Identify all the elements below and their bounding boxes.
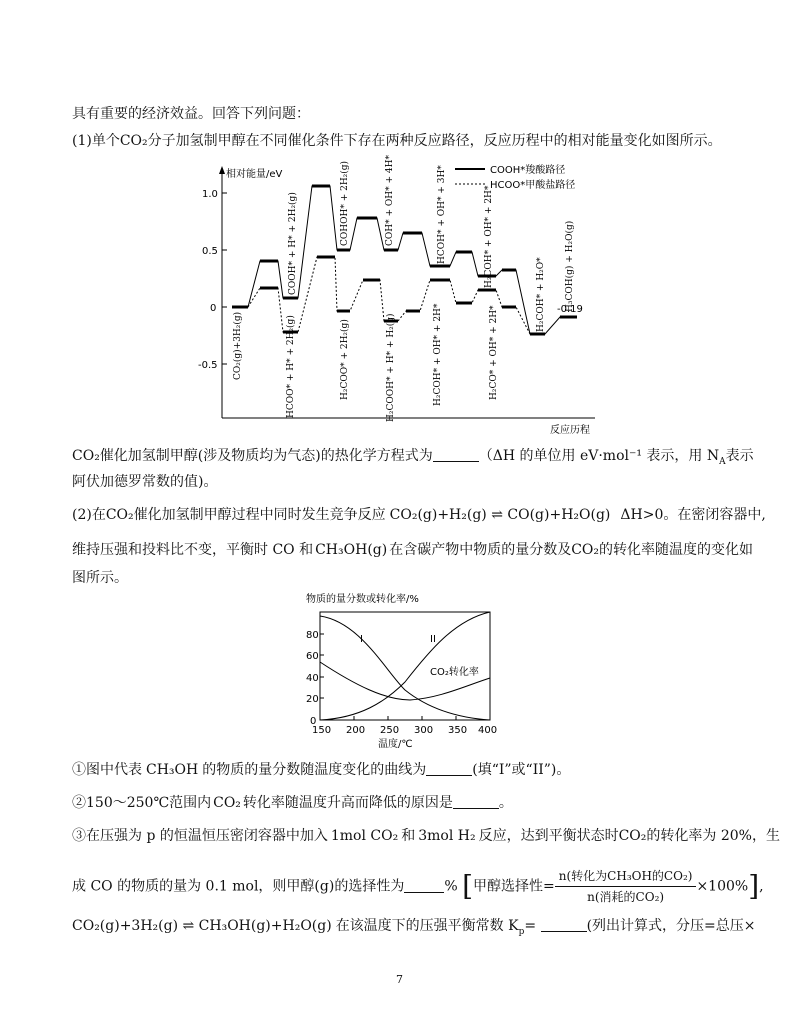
label-h2coo: H₂COO* + 2H₂(g) — [340, 319, 350, 400]
svg-text:150: 150 — [312, 725, 332, 736]
blank-kp[interactable] — [541, 917, 587, 932]
chart2-frame — [320, 612, 490, 720]
curve-co2-label: CO₂转化率 — [430, 667, 479, 678]
curve-II-label: II — [430, 634, 436, 645]
svg-text:20: 20 — [306, 694, 319, 705]
svg-text:60: 60 — [306, 651, 319, 662]
blank-reason[interactable] — [453, 794, 499, 809]
blank-thermo-eq[interactable] — [433, 447, 479, 462]
y-axis-label: 相对能量/eV — [226, 169, 283, 180]
curve-I-label: I — [360, 634, 363, 645]
svg-text:350: 350 — [448, 725, 468, 736]
y-axis-arrow — [219, 166, 225, 174]
energy-profile-chart — [198, 155, 640, 440]
end-value: -0.19 — [557, 304, 583, 315]
chart2-xlabel: 温度/℃ — [378, 739, 413, 750]
sub-question-3: ③在压强为 p 的恒温恒压密闭容器中加入 1mol CO₂ 和 3mol H₂ 反应，达到平衡状态时CO₂的转化率为 20%，生 — [72, 828, 780, 844]
label-cohoh: COHOH* + 2H₂(g) — [340, 160, 350, 246]
legend-dash: HCOO*甲酸盐路径 — [490, 180, 576, 191]
q1-answer-text: CO₂催化加氢制甲醇(涉及物质均为气态)的热化学方程式为 — [72, 448, 433, 464]
selectivity-fraction: $\frac{\text{n(转化为CH₃OH的CO₂)}}{\text{n(消耗的CO₂)}}$ — [555, 866, 697, 907]
temperature-chart — [290, 590, 520, 755]
label-co2-start: CO₂(g)+3H₂(g) — [233, 311, 243, 380]
label-final: H₃COH(g) + H₂O(g) — [565, 220, 575, 312]
svg-text:40: 40 — [306, 673, 319, 684]
competing-equation: CO₂(g)+H₂(g) ⇌ CO(g)+H₂O(g) — [389, 507, 611, 523]
page-number: 7 — [396, 973, 403, 986]
blank-selectivity[interactable] — [404, 878, 444, 893]
label-h2cooh: H₂COOH* + H* + H₂(g) — [386, 313, 396, 422]
sub-question-1: ①图中代表 CH₃OH 的物质的量分数随温度变化的曲线为 (填“I”或“II”)。 — [72, 762, 571, 778]
y-tick-neg0.5: -0.5 — [198, 360, 218, 371]
q2-line1: (2)在CO₂催化加氢制甲醇过程中同时发生竞争反应 CO₂(g)+H₂(g) ⇌ CO(g)+H₂O(g) ΔH>0。在密闭容器中, — [72, 507, 766, 523]
x-axis-label: 反应历程 — [550, 425, 590, 436]
label-h2coh-h2o: H₂COH* + H₂O* — [536, 257, 546, 332]
blank-curve-choice[interactable] — [426, 761, 472, 776]
q1-answer-tail: 表示 — [725, 448, 754, 464]
legend-solid: COOH*羧酸路径 — [490, 165, 566, 176]
label-hcoh: HCOH* + OH* + 3H* — [437, 165, 447, 264]
y-tick-0: 0 — [210, 303, 217, 314]
y-tick-0.5: 0.5 — [202, 246, 218, 257]
q1-answer-line2: 阿伏加德罗常数的值)。 — [72, 474, 218, 490]
svg-text:250: 250 — [380, 725, 400, 736]
q1-stem: (1)单个CO₂分子加氢制甲醇在不同催化条件下存在两种反应路径，反应历程中的相对能量变化如图所示。 — [72, 133, 722, 149]
sub-question-3-line3: CO₂(g)+3H₂(g) ⇌ CH₃OH(g)+H₂O(g) 在该温度下的压强平衡常数 $K_p=$ (列出计算式，分压=总压× — [72, 918, 756, 937]
intro-text: 具有重要的经济效益。回答下列问题： — [72, 106, 310, 122]
label-cooh: COOH* + H* + 2H₂(g) — [288, 192, 298, 295]
label-h2coh-solid: H₂COH* + OH* + 2H* — [484, 185, 494, 288]
y-tick-1.0: 1.0 — [202, 189, 218, 200]
label-h2coh-dash: H₂COH* + OH* + 2H* — [433, 303, 443, 406]
label-h2co: H₂CO* + OH* + 2H* — [489, 305, 499, 400]
curve-II — [320, 612, 490, 720]
svg-text:0: 0 — [310, 716, 317, 727]
chart2-title: 物质的量分数或转化率/% — [306, 594, 419, 605]
svg-text:400: 400 — [478, 725, 498, 736]
sub-question-3-line2: 成 CO 的物质的量为 0.1 mol，则甲醇(g)的选择性为 % [甲醇选择性= $\frac{\text{n(转化为CH₃OH的CO₂)}}{\text{n(消耗的CO₂)}}$ ×100%], — [72, 866, 764, 907]
q2-line2: 维持压强和投料比不变，平衡时 CO 和 CH₃OH(g) 在含碳产物中物质的量分数及CO₂的转化率随温度的变化如 — [72, 542, 754, 558]
carboxyl-path — [232, 186, 577, 334]
label-coh: COH* + OH* + 4H* — [385, 155, 395, 246]
svg-text:200: 200 — [346, 725, 366, 736]
sub-question-2: ②150～250℃范围内 CO₂ 转化率随温度升高而降低的原因是 。 — [72, 795, 513, 811]
q1-answer-unit: （ΔH 的单位用 eV·mol⁻¹ 表示，用 N — [478, 448, 720, 464]
svg-text:300: 300 — [414, 725, 434, 736]
label-hcoo: HCOO* + H* + 2H₂(g) — [286, 315, 296, 418]
svg-text:80: 80 — [306, 630, 319, 641]
q2-line3: 图所示。 — [72, 570, 128, 586]
q1-answer-line: CO₂催化加氢制甲醇(涉及物质均为气态)的热化学方程式为 （ΔH 的单位用 eV·mol⁻¹ 表示，用 $N_A$表示 — [72, 448, 754, 467]
